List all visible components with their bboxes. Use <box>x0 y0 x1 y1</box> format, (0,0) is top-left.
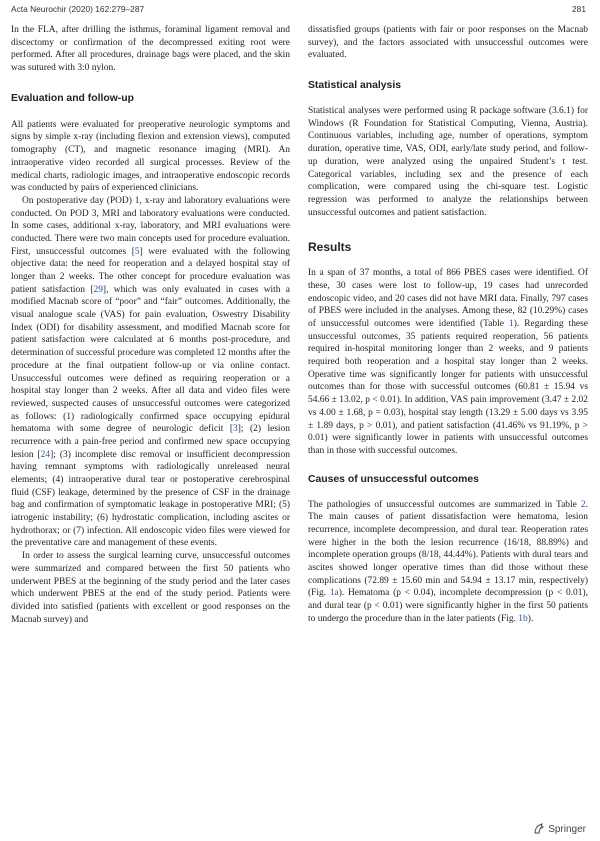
paragraph: In order to assess the surgical learning curve, unsuccessful outcomes were summarized and compared between the first 50 patients who underwent PBES at the beginning of the study period and the later cases which underwent PBES at the end of the study period. Patients were divided into satisfied (patients with excellent or good responses on the Macnab survey) and <box>11 551 290 625</box>
section-heading-causes: Causes of unsuccessful outcomes <box>308 473 479 485</box>
figure-link[interactable]: 1a <box>329 588 339 599</box>
paragraph: All patients were evaluated for preoperative neurologic symptoms and signs by simple x-ray (including flexion and extension views), computed tomography (CT), and magnetic resonance imaging (MRI). An intraoperative video recorded all surgical processes. Review of the medical charts, radiologic images, and intraoperative endoscopic records was conducted by pairs of experienced clinicians. <box>11 119 290 194</box>
publisher-name: Springer <box>548 823 586 835</box>
reference-link[interactable]: 5 <box>134 246 140 257</box>
journal-citation: Acta Neurochir (2020) 162:279–287 <box>11 4 145 14</box>
paragraph: The pathologies of unsuccessful outcomes are summarized in Table 2. The main causes of patient dissatisfaction were hematoma, lesion recurrence, incomplete decompression, and dural tear. Reoperation rates were higher in the both the lesion recurrence (16/18, 88.89%) and incomplete operation groups (8/18, 44.44%). Patients with dural tears and ascites showed longer operative times than did those without these complications (72.89 ± 15.60 min and 54.94 ± 13.17 min, respectively) (Fig. 1a). Hematoma (p < 0.04), incomplete decompression (p < 0.01), and dural tear (p < 0.01) were significantly higher in the first 50 patients to undergo the procedure than in the later patients (Fig. 1b). <box>308 499 588 624</box>
table-link[interactable]: 1 <box>508 319 514 329</box>
paragraph: In the FLA, after drilling the isthmus, foraminal ligament removal and discectomy or confirmation of the decompressed exiting root were performed. After all procedures, drainage bags were placed, and the skin was sutured with 3:0 nylon. <box>11 25 290 74</box>
paragraph: On postoperative day (POD) 1, x-ray and laboratory evaluations were conducted. On POD 3, MRI and laboratory evaluations were conducted. In some cases, additional x-ray, laboratory, and MRI evaluations were conducted. There were two main concepts used for procedure evaluation. First, unsuccessful outcomes [5] were evaluated with the following objective data: the need for reoperation and a delayed hospital stay of longer than 2 weeks. The other concept for procedure evaluation was patient satisfaction [29], which was only evaluated in cases with a modified Macnab score of “poor” and “fair” outcomes. Additionally, the visual analogue scale (VAS) for pain evaluation, Oswestry Disability Index (ODI) for disability assessment, and modified Macnab score for patient satisfaction were calculated at 6 months post-procedure, and determination of successful procedure was completed 12 months after the procedure at the final outpatient follow-up or via online contact. Unsuccessful outcomes were defined as requiring reoperation or a hospital stay longer than 2 weeks. After all data and video files were reviewed, suspected causes of unsuccessful outcomes were categorized as follows: (1) radiologically confirmed space occupying epidural hematoma with some degree of neurologic deficit [3]; (2) lesion recurrence with a pain-free period and confirmed new space occupying lesion [24]; (3) incomplete disc removal or insufficient decompression having remnant symptoms with radiologically unreleased neural elements; (4) intraoperative dural tear or postoperative cerebrospinal fluid (CSF) leakage, determined by the presence of CSF in the drainage bag and confirmation of symptomatic leakage in postoperative MRI; (5) iatrogenic instability; (6) hydrostatic complication, including ascites or hydrothorax; or (7) infection. All endoscopic video files were viewed for the preventative care and management of these events. <box>11 195 291 549</box>
reference-link[interactable]: 29 <box>93 284 103 295</box>
paragraph: dissatisfied groups (patients with fair or poor responses on the Macnab survey), and the factors associated with unsuccessful outcomes were evaluated. <box>308 25 588 61</box>
right-column <box>308 24 588 625</box>
page-number: 281 <box>572 4 586 14</box>
reference-link[interactable]: 24 <box>40 449 51 460</box>
springer-horse-icon <box>533 823 545 835</box>
left-column <box>11 24 290 626</box>
publisher-footer <box>533 821 586 837</box>
paragraph: Statistical analyses were performed using R package software (3.6.1) for Windows (R Foundation for Statistical Computing, Vienna, Austria). Continuous variables, including age, number of operations, symptom duration, operative time, VAS, ODI, early/late study period, and follow-up duration, were analyzed using the unpaired Student’s t test. Categorical variables, including sex and the presence of each complication, were compared using the chi-square test. Logistic regression was performed to analyze the relationships between unsuccessful outcomes and patient satisfaction. <box>308 106 588 218</box>
paragraph: In a span of 37 months, a total of 866 PBES cases were identified. Of these, 30 cases were lost to follow-up, 19 cases had unrecorded endoscopic video, and 20 cases did not have MRI data. Finally, 797 cases of PBES were included in the analyses. Among these, 82 (10.29%) cases of unsuccessful outcomes were identified (Table 1). Regarding these unsuccessful outcomes, 35 patients required reoperation, 56 patients required in-hospital monitoring longer than 2 weeks, and 9 patients required both reoperation and a hospital stay longer than 2 weeks. Operative time was significantly longer for patients with unsuccessful outcomes than for those with successful outcomes (60.81 ± 15.94 vs 54.66 ± 13.02, p < 0.01). In addition, VAS pain improvement (3.47 ± 2.02 vs 4.00 ± 1.68, p = 0.03), hospital stay length (13.29 ± 5.00 days vs 3.95 ± 1.89 days, p > 0.01), and patient satisfaction (41.46% vs 91.19%, p > 0.01) were significantly lower in patients with unsuccessful outcomes than in those with successful outcomes. <box>308 268 588 456</box>
section-heading-results: Results <box>308 240 352 255</box>
figure-link[interactable]: 1b <box>518 613 528 624</box>
table-link[interactable]: 2 <box>580 499 586 510</box>
reference-link[interactable]: 3 <box>233 424 238 435</box>
running-header <box>11 4 586 16</box>
section-heading-statistical-analysis: Statistical analysis <box>308 80 401 92</box>
section-heading-evaluation: Evaluation and follow-up <box>11 92 134 104</box>
